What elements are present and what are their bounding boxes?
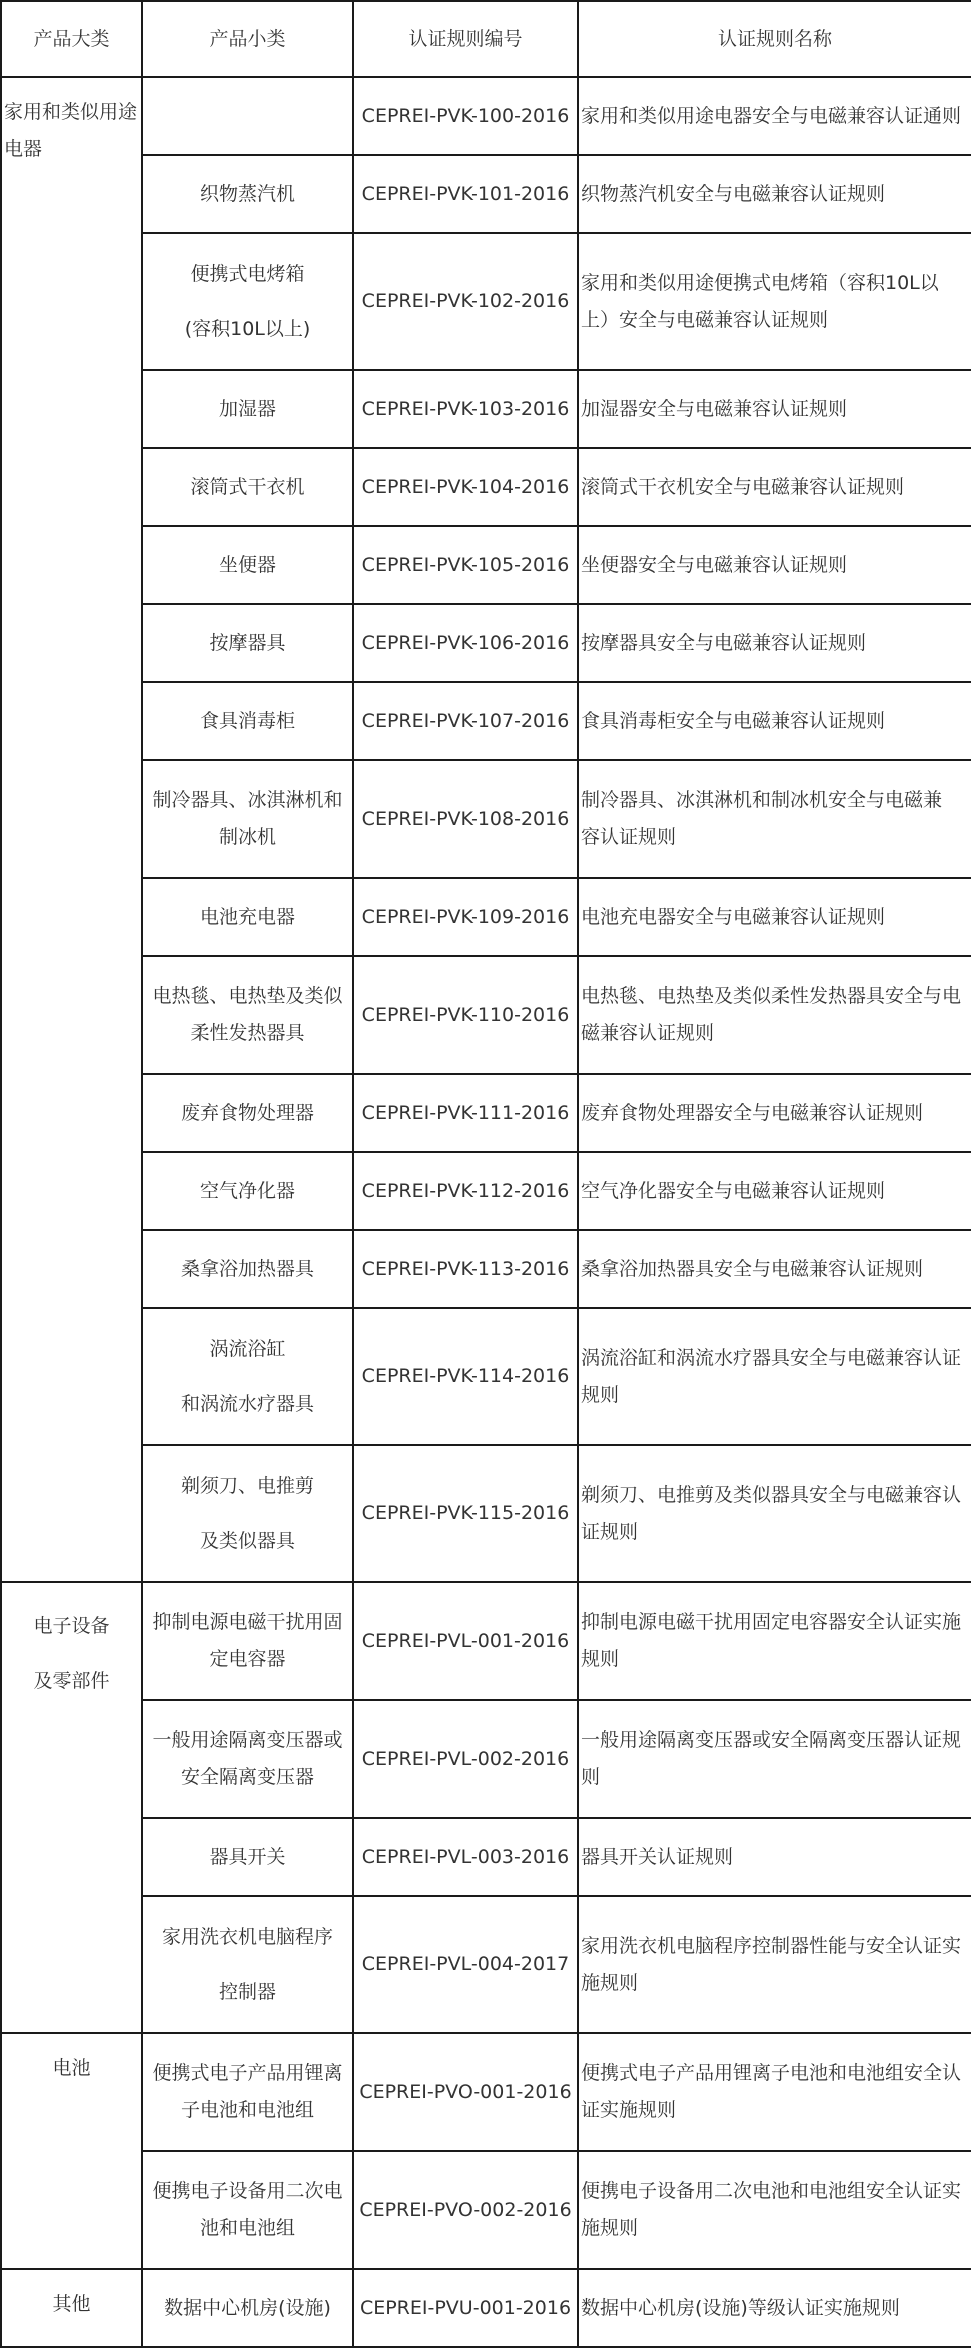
table-row <box>1 1152 971 1230</box>
subcategory-cell <box>142 956 353 1074</box>
rule-name-line: 制冷器具、冰淇淋机和制冰机安全与电磁兼 <box>581 789 943 811</box>
category-cell <box>1 1582 142 2033</box>
subcategory-cell <box>142 370 353 448</box>
rule-name-line: 食具消毒柜安全与电磁兼容认证规则 <box>581 709 886 732</box>
header-row <box>1 1 971 77</box>
table-row <box>1 2151 971 2269</box>
category-name-line: 其他 <box>52 2293 91 2315</box>
rule-name-line: 按摩器具安全与电磁兼容认证规则 <box>581 631 867 654</box>
table-row <box>1 77 971 155</box>
subcategory-name-line: 桑拿浴加热器具 <box>180 1257 314 1280</box>
rule-name-cell <box>578 2269 971 2347</box>
rule-name-line: 数据中心机房(设施)等级认证实施规则 <box>581 2296 900 2319</box>
table-row <box>1 1700 971 1818</box>
table-row <box>1 233 971 370</box>
rule-name-line: 便携电子设备用二次电池和电池组安全认证实 <box>581 2180 962 2202</box>
subcategory-name-line: 家用洗衣机电脑程序 <box>161 1925 333 1948</box>
rule-name-line: 规则 <box>581 1648 620 1670</box>
rule-code-cell: CEPREI-PVK-111-2016 <box>353 1074 578 1152</box>
subcategory-cell <box>142 77 353 155</box>
rule-name-cell <box>578 682 971 760</box>
subcategory-name-line: 定电容器 <box>209 1648 286 1670</box>
rule-name-cell <box>578 760 971 878</box>
category-name-line: 电池 <box>52 2057 91 2079</box>
subcategory-name-line: 便携式电子产品用锂离 <box>152 2062 343 2084</box>
table-row <box>1 682 971 760</box>
subcategory-name-line: 废弃食物处理器 <box>180 1101 314 1124</box>
rule-name-line: 容认证规则 <box>581 826 677 848</box>
subcategory-name-line: 空气净化器 <box>199 1179 295 1202</box>
rule-name-cell <box>578 878 971 956</box>
rule-code-cell: CEPREI-PVO-001-2016 <box>353 2033 578 2151</box>
category-name-line: 及零部件 <box>33 1670 110 1692</box>
subcategory-name-line: 涡流浴缸 <box>209 1337 286 1360</box>
category-cell <box>1 2269 142 2347</box>
subcategory-name-line: 和涡流水疗器具 <box>180 1392 314 1415</box>
rule-name-line: 空气净化器安全与电磁兼容认证规则 <box>581 1179 886 1202</box>
subcategory-name-line: (容积10L以上) <box>184 317 311 340</box>
rule-code-cell: CEPREI-PVK-105-2016 <box>353 526 578 604</box>
header-subcategory: 产品小类 <box>142 1 353 77</box>
subcategory-cell <box>142 526 353 604</box>
rule-name-line: 电热毯、电热垫及类似柔性发热器具安全与电 <box>581 985 962 1007</box>
subcategory-cell <box>142 448 353 526</box>
rule-name-line: 废弃食物处理器安全与电磁兼容认证规则 <box>581 1101 924 1124</box>
header-rule-code: 认证规则编号 <box>353 1 578 77</box>
rule-name-line: 滚筒式干衣机安全与电磁兼容认证规则 <box>581 475 905 498</box>
table-body <box>1 77 971 2347</box>
rule-name-line: 加湿器安全与电磁兼容认证规则 <box>581 397 848 420</box>
rule-name-cell <box>578 233 971 370</box>
rule-code-cell: CEPREI-PVK-112-2016 <box>353 1152 578 1230</box>
subcategory-cell <box>142 2269 353 2347</box>
rule-name-line: 抑制电源电磁干扰用固定电容器安全认证实施 <box>581 1611 962 1633</box>
subcategory-cell <box>142 604 353 682</box>
subcategory-name-line: 抑制电源电磁干扰用固 <box>152 1611 343 1633</box>
table-row <box>1 370 971 448</box>
subcategory-name-line: 安全隔离变压器 <box>180 1766 314 1788</box>
table-row <box>1 1582 971 1700</box>
rule-name-cell <box>578 1818 971 1896</box>
subcategory-name-line: 制冰机 <box>218 826 276 848</box>
subcategory-cell <box>142 760 353 878</box>
category-name-line: 家用和类似用途 <box>4 101 138 123</box>
subcategory-name-line: 制冷器具、冰淇淋机和 <box>152 789 343 811</box>
rule-name-cell <box>578 1074 971 1152</box>
rule-name-line: 则 <box>581 1766 601 1788</box>
subcategory-name-line: 电池充电器 <box>199 905 295 928</box>
rule-code-cell: CEPREI-PVK-100-2016 <box>353 77 578 155</box>
subcategory-cell <box>142 2033 353 2151</box>
category-cell <box>1 77 142 1582</box>
rule-name-cell <box>578 2151 971 2269</box>
table-row <box>1 448 971 526</box>
rule-code-cell: CEPREI-PVK-110-2016 <box>353 956 578 1074</box>
rule-name-line: 一般用途隔离变压器或安全隔离变压器认证规 <box>581 1729 962 1751</box>
rule-code-cell: CEPREI-PVK-114-2016 <box>353 1308 578 1445</box>
rule-name-cell <box>578 1308 971 1445</box>
subcategory-cell <box>142 1230 353 1308</box>
rule-name-line: 器具开关认证规则 <box>581 1845 734 1868</box>
subcategory-cell <box>142 1074 353 1152</box>
table-row <box>1 2269 971 2347</box>
table-row <box>1 526 971 604</box>
rule-name-line: 上）安全与电磁兼容认证规则 <box>581 308 829 331</box>
subcategory-name-line: 柔性发热器具 <box>190 1022 305 1044</box>
rule-name-line: 坐便器安全与电磁兼容认证规则 <box>581 553 848 576</box>
subcategory-name-line: 滚筒式干衣机 <box>190 475 305 498</box>
subcategory-name-line: 一般用途隔离变压器或 <box>152 1729 343 1751</box>
rule-code-cell: CEPREI-PVL-002-2016 <box>353 1700 578 1818</box>
rule-name-line: 织物蒸汽机安全与电磁兼容认证规则 <box>581 182 886 205</box>
subcategory-name-line: 数据中心机房(设施) <box>164 2296 331 2319</box>
subcategory-name-line: 坐便器 <box>218 553 276 576</box>
rule-name-line: 磁兼容认证规则 <box>581 1022 715 1044</box>
rule-code-cell: CEPREI-PVK-107-2016 <box>353 682 578 760</box>
rule-name-cell <box>578 956 971 1074</box>
rule-name-cell <box>578 2033 971 2151</box>
subcategory-name-line: 剃须刀、电推剪 <box>180 1474 314 1497</box>
rule-name-line: 施规则 <box>581 2217 639 2239</box>
subcategory-name-line: 池和电池组 <box>199 2217 295 2239</box>
rule-name-line: 施规则 <box>581 1971 639 1994</box>
rule-name-line: 便携式电子产品用锂离子电池和电池组安全认 <box>581 2062 962 2084</box>
subcategory-name-line: 织物蒸汽机 <box>199 182 295 205</box>
subcategory-cell <box>142 1582 353 1700</box>
category-cell <box>1 2033 142 2269</box>
category-name-line: 电子设备 <box>33 1615 110 1637</box>
subcategory-name-line: 食具消毒柜 <box>199 709 295 732</box>
rule-code-cell: CEPREI-PVK-108-2016 <box>353 760 578 878</box>
rule-code-cell: CEPREI-PVK-101-2016 <box>353 155 578 233</box>
header-rule-name: 认证规则名称 <box>578 1 971 77</box>
subcategory-cell <box>142 1700 353 1818</box>
rule-code-cell: CEPREI-PVK-109-2016 <box>353 878 578 956</box>
rule-code-cell: CEPREI-PVK-106-2016 <box>353 604 578 682</box>
rule-name-cell <box>578 1152 971 1230</box>
rule-name-line: 证实施规则 <box>581 2099 677 2121</box>
rule-code-cell: CEPREI-PVK-104-2016 <box>353 448 578 526</box>
subcategory-name-line: 控制器 <box>218 1980 276 2003</box>
rule-name-cell <box>578 370 971 448</box>
rule-name-cell <box>578 604 971 682</box>
subcategory-cell <box>142 2151 353 2269</box>
rule-name-line: 家用洗衣机电脑程序控制器性能与安全认证实 <box>581 1934 962 1957</box>
subcategory-name-line: 器具开关 <box>209 1845 286 1868</box>
rule-name-cell <box>578 155 971 233</box>
table-row <box>1 604 971 682</box>
subcategory-cell <box>142 1818 353 1896</box>
rule-name-cell <box>578 77 971 155</box>
subcategory-name-line: 及类似器具 <box>199 1529 295 1552</box>
table-row <box>1 1445 971 1582</box>
subcategory-name-line: 便携式电烤箱 <box>190 262 305 285</box>
table-row <box>1 956 971 1074</box>
rule-code-cell: CEPREI-PVO-002-2016 <box>353 2151 578 2269</box>
subcategory-cell <box>142 155 353 233</box>
table-row <box>1 1896 971 2033</box>
rule-name-line: 证规则 <box>581 1520 639 1543</box>
rule-name-line: 电池充电器安全与电磁兼容认证规则 <box>581 905 886 928</box>
rule-code-cell: CEPREI-PVL-001-2016 <box>353 1582 578 1700</box>
rule-name-cell <box>578 1896 971 2033</box>
rule-name-line: 剃须刀、电推剪及类似器具安全与电磁兼容认 <box>581 1483 962 1506</box>
subcategory-name-line: 加湿器 <box>218 397 276 420</box>
rule-code-cell: CEPREI-PVU-001-2016 <box>353 2269 578 2347</box>
subcategory-cell <box>142 233 353 370</box>
table-row <box>1 878 971 956</box>
table-row <box>1 1818 971 1896</box>
rule-code-cell: CEPREI-PVL-003-2016 <box>353 1818 578 1896</box>
subcategory-name-line: 电热毯、电热垫及类似 <box>152 985 343 1007</box>
rule-name-line: 家用和类似用途电器安全与电磁兼容认证通则 <box>581 104 962 127</box>
rule-name-cell <box>578 1700 971 1818</box>
rule-name-cell <box>578 448 971 526</box>
rule-name-line: 涡流浴缸和涡流水疗器具安全与电磁兼容认证 <box>581 1346 962 1369</box>
subcategory-cell <box>142 1445 353 1582</box>
table-row <box>1 1074 971 1152</box>
rule-name-line: 家用和类似用途便携式电烤箱（容积10L以 <box>581 271 939 294</box>
table-row <box>1 760 971 878</box>
rule-code-cell: CEPREI-PVK-115-2016 <box>353 1445 578 1582</box>
rule-name-cell <box>578 1582 971 1700</box>
table-row <box>1 1308 971 1445</box>
subcategory-name-line: 便携电子设备用二次电 <box>152 2180 343 2202</box>
subcategory-name-line: 子电池和电池组 <box>180 2099 314 2121</box>
rule-name-cell <box>578 526 971 604</box>
rule-code-cell: CEPREI-PVL-004-2017 <box>353 1896 578 2033</box>
rule-code-cell: CEPREI-PVK-113-2016 <box>353 1230 578 1308</box>
table-row <box>1 1230 971 1308</box>
category-name-line: 电器 <box>4 138 43 160</box>
header-category: 产品大类 <box>1 1 142 77</box>
subcategory-name-line: 按摩器具 <box>209 631 286 654</box>
rule-name-line: 桑拿浴加热器具安全与电磁兼容认证规则 <box>581 1257 924 1280</box>
subcategory-cell <box>142 1308 353 1445</box>
subcategory-cell <box>142 682 353 760</box>
rule-name-cell <box>578 1230 971 1308</box>
rule-name-line: 规则 <box>581 1383 620 1406</box>
subcategory-cell <box>142 1152 353 1230</box>
table-row <box>1 155 971 233</box>
rule-code-cell: CEPREI-PVK-102-2016 <box>353 233 578 370</box>
rule-name-cell <box>578 1445 971 1582</box>
rule-code-cell: CEPREI-PVK-103-2016 <box>353 370 578 448</box>
subcategory-cell <box>142 878 353 956</box>
table-row <box>1 2033 971 2151</box>
subcategory-cell <box>142 1896 353 2033</box>
